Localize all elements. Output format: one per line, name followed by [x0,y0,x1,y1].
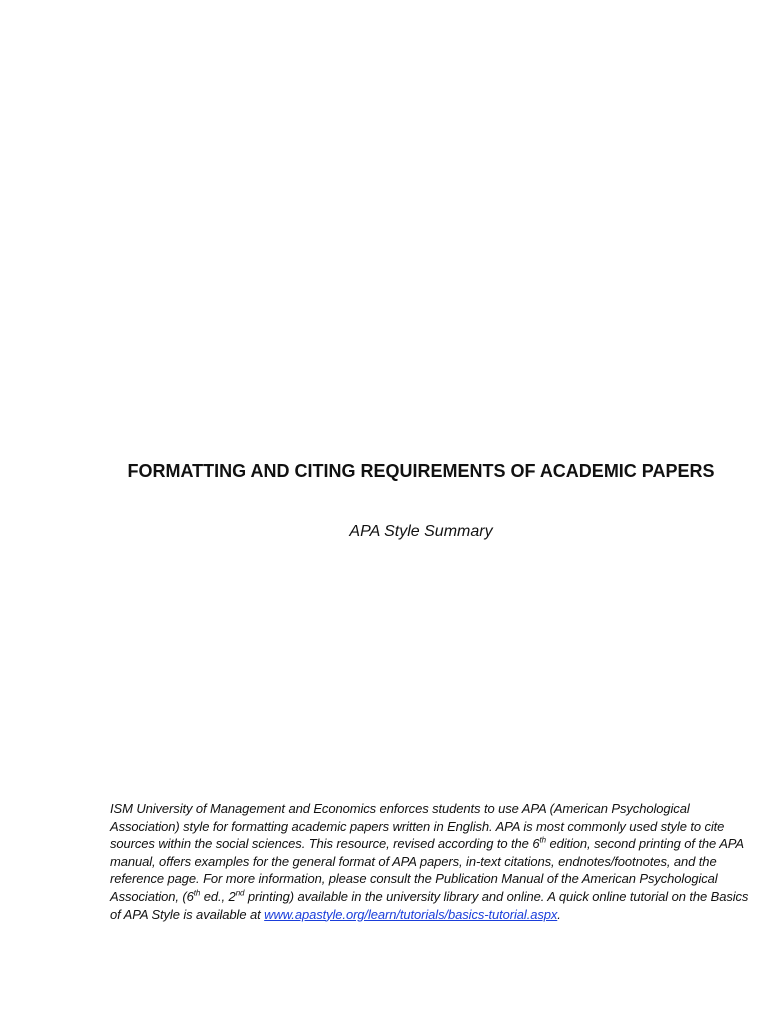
intro-text-end: . [557,906,561,922]
superscript-ordinal: th [539,835,546,845]
superscript-ordinal: nd [235,888,245,898]
intro-text-part-3: ed., 2 [200,888,236,904]
apa-tutorial-link[interactable]: www.apastyle.org/learn/tutorials/basics-tutorial.aspx [264,906,558,922]
document-title: FORMATTING AND CITING REQUIREMENTS OF ACADEMIC PAPERS [127,461,715,481]
intro-text-part-2: edition, second printing of the APA manual, offers examples for the general format of APA papers, in-text citations, endnotes/footnotes, and the reference page. For more information, please consult the Publication Manual of the American Psychological Association, (6 [110,836,744,904]
intro-paragraph [110,800,750,923]
intro-text-part-4: printing) available in the university library and online. A quick online tutorial on the Basics of APA Style is available at [110,888,749,922]
superscript-ordinal: th [193,888,201,898]
document-subtitle: APA Style Summary [349,523,493,540]
intro-text-part-1: ISM University of Management and Economics enforces students to use APA (American Psychological Association) style for formatting academic papers written in English. APA is most commonly used style to cite sources within the social sciences. This resource, revised according to the 6 [110,801,725,852]
